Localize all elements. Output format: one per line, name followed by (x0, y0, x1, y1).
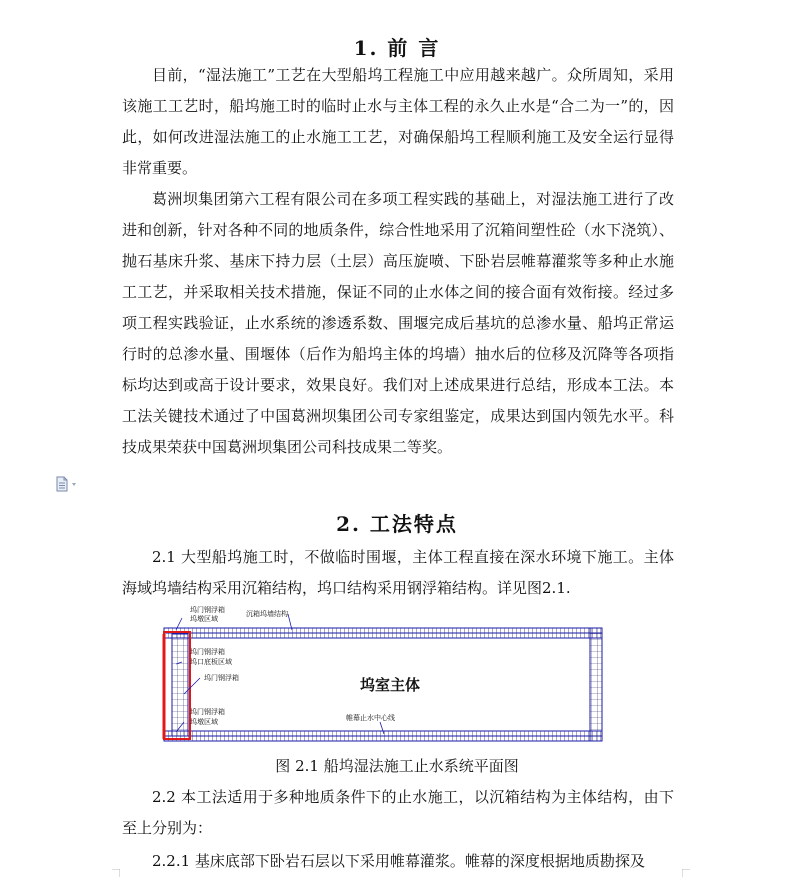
paragraph-intro-1: 目前，“湿法施工”工艺在大型船坞工程施工中应用越来越广。众所周知，采用该施工工艺时，船坞施工时的临时止水与主体工程的永久止水是“合二为一”的，因此，如何改进湿法施工的止水施工工艺，对确保船坞工程顺利施工及安全运行显得非常重要。 (122, 66, 674, 177)
label-gate-floor-area: 坞口底板区域 (190, 658, 232, 666)
label-curtain-centerline: 帷幕止水中心线 (346, 714, 395, 722)
label-gate-pontoon-bottom: 坞门钢浮箱 (190, 708, 225, 716)
paragraph-feature-2-1: 2.1 大型船坞施工时，不做临时围堰，主体工程直接在深水环境下施工。主体海域坞墙结构采用沉箱结构，坞口结构采用钢浮箱结构。详见图2.1. (122, 548, 674, 597)
crop-mark (682, 869, 690, 877)
right-end-wall (590, 628, 602, 741)
figure-caption: 图 2.1 船坞湿法施工止水系统平面图 (275, 757, 519, 775)
section-heading-preface: 1. 前 言 (353, 36, 441, 60)
label-pier-area-bottom: 坞墩区域 (190, 718, 218, 726)
label-dock-chamber: 坞室主体 (360, 676, 421, 694)
paragraph-intro-2: 葛洲坝集团第六工程有限公司在多项工程实践的基础上，对湿法施工进行了改进和创新，针对各种不同的地质条件，综合性地采用了沉箱间塑性砼（水下浇筑）、抛石基床升浆、基床下持力层（土层）高压旋喷、下卧岩层帷幕灌浆等多种止水施工工艺，并采取相关技术措施，保证不同的止水体之间的接合面有效衔接。经过多项工程实践验证，止水系统的渗透系数、围堰完成后基坑的总渗水量、船坞正常运行时的总渗水量、围堰体（后作为船坞主体的坞墙）抽水后的位移及沉降等各项指标均达到或高于设计要求，效果良好。我们对上述成果进行总结，形成本工法。本工法关键技术通过了中国葛洲坝集团公司专家组鉴定，成果达到国内领先水平。科技成果荣获中国葛洲坝集团公司科技成果二等奖。 (122, 190, 674, 456)
paragraph-feature-2-2-1: 2.2.1 基床底部下卧岩石层以下采用帷幕灌浆。帷幕的深度根据地质勘探及 (152, 852, 645, 870)
label-pier-area-top: 坞墩区域 (190, 615, 218, 623)
label-caisson-wall: 沉箱坞墙结构 (246, 610, 288, 618)
crop-mark (112, 869, 120, 877)
label-gate-pontoon-mid1: 坞门钢浮箱 (190, 648, 225, 656)
label-gate-pontoon-mid2: 坞门钢浮箱 (204, 674, 239, 682)
figure-dock-plan (160, 604, 606, 746)
label-gate-pontoon-top: 坞门钢浮箱 (190, 606, 225, 614)
paragraph-feature-2-2: 2.2 本工法适用于多种地质条件下的止水施工，以沉箱结构为主体结构，由下至上分别为： (122, 788, 674, 837)
dock-plan-drawing (160, 604, 606, 746)
document-comment-icon[interactable] (55, 476, 81, 492)
section-heading-features: 2. 工法特点 (336, 512, 458, 536)
dock-gate-pontoon (172, 634, 188, 736)
